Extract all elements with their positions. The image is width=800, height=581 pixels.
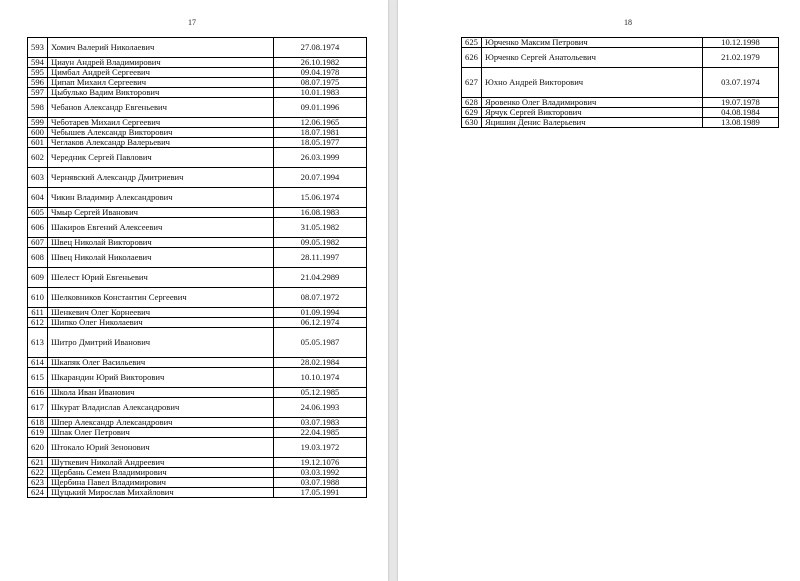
person-name-cell: Яровенко Олег Владимирович bbox=[482, 98, 703, 108]
table-row bbox=[28, 138, 367, 148]
table-row bbox=[28, 208, 367, 218]
birth-date-cell: 09.05.1982 bbox=[274, 238, 367, 248]
birth-date-cell: 04.08.1984 bbox=[703, 108, 779, 118]
row-number-cell: 628 bbox=[462, 98, 482, 108]
row-number-cell: 612 bbox=[28, 318, 48, 328]
birth-date-cell: 15.06.1974 bbox=[274, 188, 367, 208]
table-row bbox=[28, 288, 367, 308]
row-number-cell: 598 bbox=[28, 98, 48, 118]
table-row bbox=[28, 328, 367, 358]
birth-date-cell: 22.04.1985 bbox=[274, 428, 367, 438]
row-number-cell: 617 bbox=[28, 398, 48, 418]
row-number-cell: 623 bbox=[28, 478, 48, 488]
row-number-cell: 627 bbox=[462, 68, 482, 98]
person-name-cell: Шпак Олег Петрович bbox=[48, 428, 274, 438]
row-number-cell: 621 bbox=[28, 458, 48, 468]
row-number-cell: 624 bbox=[28, 488, 48, 498]
birth-date-cell: 26.10.1982 bbox=[274, 58, 367, 68]
birth-date-cell: 28.02.1984 bbox=[274, 358, 367, 368]
row-number-cell: 607 bbox=[28, 238, 48, 248]
birth-date-cell: 08.07.1972 bbox=[274, 288, 367, 308]
person-name-cell: Шелест Юрий Евгеньевич bbox=[48, 268, 274, 288]
table-row bbox=[28, 368, 367, 388]
table-row bbox=[28, 188, 367, 208]
table-row bbox=[28, 98, 367, 118]
person-name-cell: Хомич Валерий Николаевич bbox=[48, 38, 274, 58]
birth-date-cell: 24.06.1993 bbox=[274, 398, 367, 418]
table-row bbox=[28, 308, 367, 318]
row-number-cell: 629 bbox=[462, 108, 482, 118]
person-name-cell: Чмыр Сергей Иванович bbox=[48, 208, 274, 218]
birth-date-cell: 17.05.1991 bbox=[274, 488, 367, 498]
birth-date-cell: 09.01.1996 bbox=[274, 98, 367, 118]
table-row bbox=[28, 38, 367, 58]
table-row bbox=[28, 58, 367, 68]
row-number-cell: 618 bbox=[28, 418, 48, 428]
birth-date-cell: 05.05.1987 bbox=[274, 328, 367, 358]
person-name-cell: Щербань Семен Владимирович bbox=[48, 468, 274, 478]
person-name-cell: Штокало Юрий Зенонович bbox=[48, 438, 274, 458]
row-number-cell: 626 bbox=[462, 48, 482, 68]
birth-date-cell: 13.08.1989 bbox=[703, 118, 779, 128]
table-row bbox=[28, 168, 367, 188]
table-row bbox=[28, 88, 367, 98]
page-number: 17 bbox=[188, 18, 196, 27]
person-name-cell: Чеглаков Александр Валерьевич bbox=[48, 138, 274, 148]
table-row bbox=[28, 118, 367, 128]
birth-date-cell: 19.12.1076 bbox=[274, 458, 367, 468]
person-name-cell: Шакиров Евгений Алексеевич bbox=[48, 218, 274, 238]
birth-date-cell: 27.08.1974 bbox=[274, 38, 367, 58]
table-row bbox=[462, 108, 779, 118]
table-row bbox=[28, 148, 367, 168]
person-name-cell: Юхно Андрей Викторович bbox=[482, 68, 703, 98]
document-page-18 bbox=[398, 0, 800, 581]
birth-date-cell: 03.03.1992 bbox=[274, 468, 367, 478]
person-name-cell: Шенкевич Олег Корнеевич bbox=[48, 308, 274, 318]
birth-date-cell: 19.07.1978 bbox=[703, 98, 779, 108]
birth-date-cell: 10.01.1983 bbox=[274, 88, 367, 98]
row-number-cell: 610 bbox=[28, 288, 48, 308]
row-number-cell: 605 bbox=[28, 208, 48, 218]
table-row bbox=[28, 428, 367, 438]
person-name-cell: Шипко Олег Николаевич bbox=[48, 318, 274, 328]
birth-date-cell: 12.06.1965 bbox=[274, 118, 367, 128]
birth-date-cell: 09.04.1978 bbox=[274, 68, 367, 78]
row-number-cell: 602 bbox=[28, 148, 48, 168]
birth-date-cell: 06.12.1974 bbox=[274, 318, 367, 328]
birth-date-cell: 16.08.1983 bbox=[274, 208, 367, 218]
table-row bbox=[28, 488, 367, 498]
row-number-cell: 622 bbox=[28, 468, 48, 478]
person-name-cell: Юрченко Сергей Анатольевич bbox=[482, 48, 703, 68]
table-row bbox=[28, 238, 367, 248]
person-name-cell: Цимбал Андрей Сергеевич bbox=[48, 68, 274, 78]
table-row bbox=[28, 388, 367, 398]
table-row bbox=[28, 468, 367, 478]
person-name-cell: Циаун Андрей Владимирович bbox=[48, 58, 274, 68]
row-number-cell: 611 bbox=[28, 308, 48, 318]
row-number-cell: 619 bbox=[28, 428, 48, 438]
person-name-cell: Чеботарев Михаил Сергеевич bbox=[48, 118, 274, 128]
person-register-table bbox=[27, 37, 367, 498]
person-name-cell: Ципап Михаил Сергеевич bbox=[48, 78, 274, 88]
person-name-cell: Шкурат Владислав Александрович bbox=[48, 398, 274, 418]
table-row bbox=[28, 268, 367, 288]
person-name-cell: Чернявский Александр Дмитриевич bbox=[48, 168, 274, 188]
row-number-cell: 609 bbox=[28, 268, 48, 288]
table-row bbox=[462, 48, 779, 68]
person-name-cell: Чебанов Александр Евгеньевич bbox=[48, 98, 274, 118]
row-number-cell: 608 bbox=[28, 248, 48, 268]
birth-date-cell: 28.11.1997 bbox=[274, 248, 367, 268]
document-page-17 bbox=[0, 0, 388, 581]
row-number-cell: 615 bbox=[28, 368, 48, 388]
table-row bbox=[28, 438, 367, 458]
table-row bbox=[462, 98, 779, 108]
row-number-cell: 593 bbox=[28, 38, 48, 58]
person-name-cell: Шпер Александр Александрович bbox=[48, 418, 274, 428]
table-row bbox=[462, 38, 779, 48]
row-number-cell: 620 bbox=[28, 438, 48, 458]
person-name-cell: Яцишин Денис Валерьевич bbox=[482, 118, 703, 128]
row-number-cell: 630 bbox=[462, 118, 482, 128]
row-number-cell: 600 bbox=[28, 128, 48, 138]
table-row bbox=[462, 68, 779, 98]
person-name-cell: Юрченко Максим Петрович bbox=[482, 38, 703, 48]
birth-date-cell: 03.07.1974 bbox=[703, 68, 779, 98]
table-row bbox=[28, 318, 367, 328]
birth-date-cell: 31.05.1982 bbox=[274, 218, 367, 238]
person-name-cell: Швец Николай Викторович bbox=[48, 238, 274, 248]
table-row bbox=[28, 218, 367, 238]
row-number-cell: 599 bbox=[28, 118, 48, 128]
person-name-cell: Цыбулько Вадим Викторович bbox=[48, 88, 274, 98]
birth-date-cell: 21.02.1979 bbox=[703, 48, 779, 68]
birth-date-cell: 05.12.1985 bbox=[274, 388, 367, 398]
page-number: 18 bbox=[624, 18, 632, 27]
table-row bbox=[28, 458, 367, 468]
row-number-cell: 614 bbox=[28, 358, 48, 368]
row-number-cell: 604 bbox=[28, 188, 48, 208]
birth-date-cell: 10.10.1974 bbox=[274, 368, 367, 388]
row-number-cell: 616 bbox=[28, 388, 48, 398]
person-name-cell: Шелковников Константин Сергеевич bbox=[48, 288, 274, 308]
row-number-cell: 597 bbox=[28, 88, 48, 98]
birth-date-cell: 18.07.1981 bbox=[274, 128, 367, 138]
person-name-cell: Чередник Сергей Павлович bbox=[48, 148, 274, 168]
birth-date-cell: 01.09.1994 bbox=[274, 308, 367, 318]
row-number-cell: 603 bbox=[28, 168, 48, 188]
birth-date-cell: 10.12.1998 bbox=[703, 38, 779, 48]
table-row bbox=[28, 478, 367, 488]
person-name-cell: Швец Николай Николаевич bbox=[48, 248, 274, 268]
table-row bbox=[28, 418, 367, 428]
birth-date-cell: 18.05.1977 bbox=[274, 138, 367, 148]
birth-date-cell: 19.03.1972 bbox=[274, 438, 367, 458]
row-number-cell: 601 bbox=[28, 138, 48, 148]
row-number-cell: 595 bbox=[28, 68, 48, 78]
row-number-cell: 594 bbox=[28, 58, 48, 68]
birth-date-cell: 21.04.2989 bbox=[274, 268, 367, 288]
person-name-cell: Шуткевич Николай Андреевич bbox=[48, 458, 274, 468]
table-row bbox=[28, 398, 367, 418]
row-number-cell: 596 bbox=[28, 78, 48, 88]
person-register-table bbox=[461, 37, 779, 128]
table-row bbox=[28, 358, 367, 368]
table-row bbox=[462, 118, 779, 128]
person-name-cell: Шкарандин Юрий Викторович bbox=[48, 368, 274, 388]
person-name-cell: Чебышев Александр Викторович bbox=[48, 128, 274, 138]
birth-date-cell: 03.07.1988 bbox=[274, 478, 367, 488]
person-name-cell: Щуцький Мирослав Михайлович bbox=[48, 488, 274, 498]
table-row bbox=[28, 78, 367, 88]
birth-date-cell: 20.07.1994 bbox=[274, 168, 367, 188]
person-name-cell: Шитро Дмитрий Иванович bbox=[48, 328, 274, 358]
table-row bbox=[28, 248, 367, 268]
person-name-cell: Ярчук Сергей Викторович bbox=[482, 108, 703, 118]
table-row bbox=[28, 128, 367, 138]
row-number-cell: 613 bbox=[28, 328, 48, 358]
birth-date-cell: 08.07.1975 bbox=[274, 78, 367, 88]
birth-date-cell: 26.03.1999 bbox=[274, 148, 367, 168]
person-name-cell: Щербина Павел Владимирович bbox=[48, 478, 274, 488]
person-name-cell: Чикин Владимир Александрович bbox=[48, 188, 274, 208]
person-name-cell: Шкапяк Олег Васильевич bbox=[48, 358, 274, 368]
person-name-cell: Школа Иван Иванович bbox=[48, 388, 274, 398]
row-number-cell: 625 bbox=[462, 38, 482, 48]
row-number-cell: 606 bbox=[28, 218, 48, 238]
birth-date-cell: 03.07.1983 bbox=[274, 418, 367, 428]
table-row bbox=[28, 68, 367, 78]
